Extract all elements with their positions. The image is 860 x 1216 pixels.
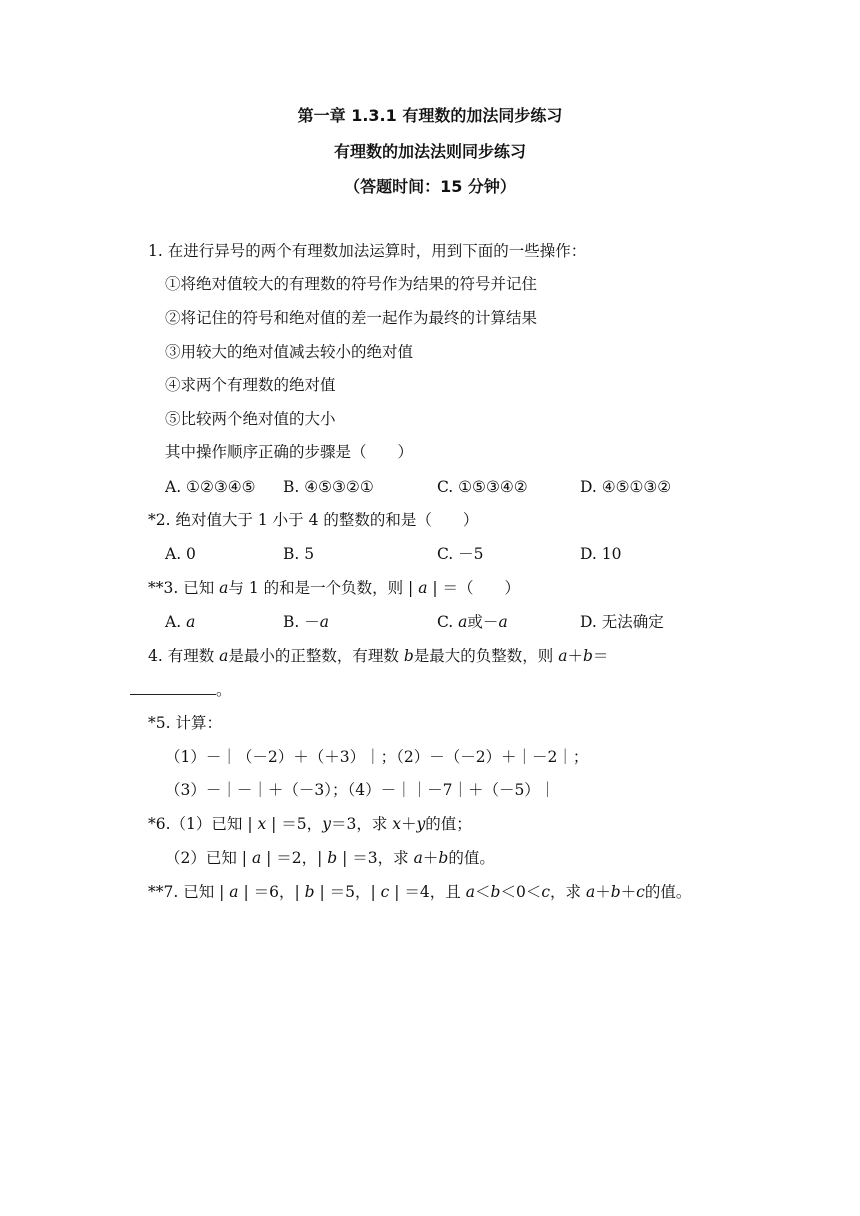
time-note: （答题时间：15 分钟） xyxy=(344,177,516,196)
q2-option-b: B. 5 xyxy=(283,545,315,563)
q2-stem: *2. 绝对值大于 1 小于 4 的整数的和是（ ） xyxy=(148,511,479,529)
q3-stem: **3. 已知 a与 1 的和是一个负数，则 | a | ＝（ ） xyxy=(148,579,521,597)
q1-option-c: C. ①⑤③④② xyxy=(437,478,528,496)
q1-stem: 1. 在进行异号的两个有理数加法运算时，用到下面的一些操作： xyxy=(148,242,587,260)
q1-option-a: A. ①②③④⑤ xyxy=(165,478,256,496)
q6-line-2: （2）已知 | a | ＝2，| b | ＝3，求 a＋b的值。 xyxy=(165,849,495,867)
q3-option-d: D. 无法确定 xyxy=(580,613,664,631)
answer-blank[interactable] xyxy=(130,680,216,695)
q2-option-a: A. 0 xyxy=(165,545,196,563)
page-subtitle: 有理数的加法法则同步练习 xyxy=(333,142,526,161)
q1-step-5: ⑤比较两个绝对值的大小 xyxy=(165,410,336,428)
q5-line-2: （3）－｜－｜＋（－3）；（4）－｜｜－7｜＋（－5）｜ xyxy=(165,781,556,799)
q3-option-c: C. a或－a xyxy=(437,613,508,631)
q2-option-d: D. 10 xyxy=(580,545,622,563)
q2-option-c: C. －5 xyxy=(437,545,484,563)
q1-option-d: D. ④⑤①③② xyxy=(580,478,672,496)
q4-stem: 4. 有理数 a是最小的正整数，有理数 b是最大的负整数，则 a＋b＝ xyxy=(148,647,609,665)
q1-step-4: ④求两个有理数的绝对值 xyxy=(165,376,336,394)
q6-line-1: *6.（1）已知 | x | ＝5，y＝3，求 x＋y的值； xyxy=(148,815,472,833)
q1-step-3: ③用较大的绝对值减去较小的绝对值 xyxy=(165,343,414,361)
q4-answer-line: 。 xyxy=(130,679,232,701)
q3-option-a: A. a xyxy=(165,613,196,631)
q3-option-b: B. －a xyxy=(283,613,329,631)
q5-stem: *5. 计算： xyxy=(148,714,222,732)
q7-stem: **7. 已知 | a | ＝6，| b | ＝5，| c | ＝4，且 a＜b＜0＜c，求 a＋b＋c的值。 xyxy=(148,883,692,901)
q1-option-b: B. ④⑤③②① xyxy=(283,478,374,496)
q5-line-1: （1）－｜（－2）＋（＋3）｜；（2）－（－2）＋｜－2｜； xyxy=(165,748,589,766)
q1-question: 其中操作顺序正确的步骤是（ ） xyxy=(165,443,414,461)
page-title: 第一章 1.3.1 有理数的加法同步练习 xyxy=(297,106,563,125)
q1-step-1: ①将绝对值较大的有理数的符号作为结果的符号并记住 xyxy=(165,275,538,293)
q1-step-2: ②将记住的符号和绝对值的差一起作为最终的计算结果 xyxy=(165,309,538,327)
